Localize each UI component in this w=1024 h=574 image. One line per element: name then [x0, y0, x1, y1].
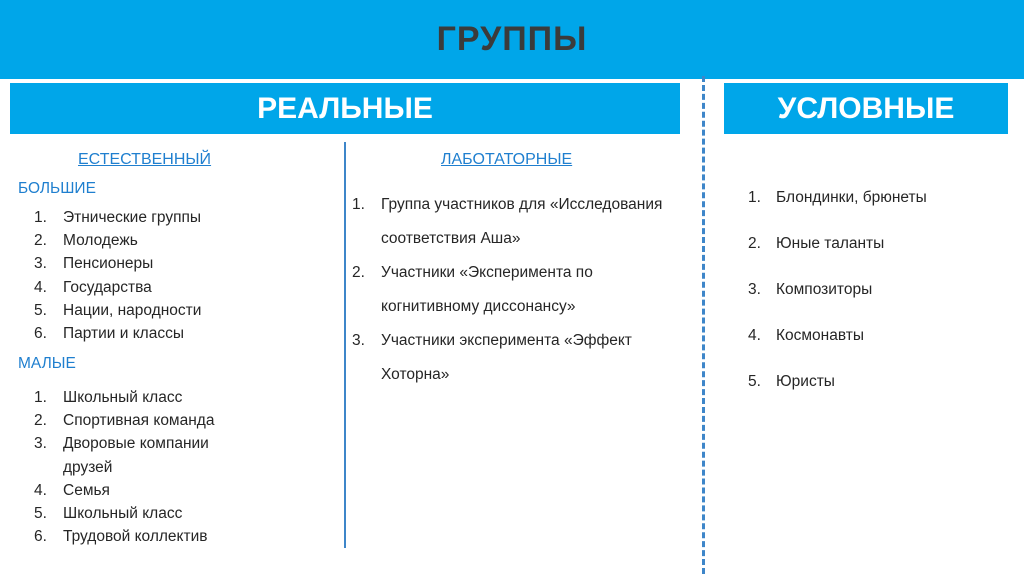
column-separator — [344, 142, 346, 548]
list-item: 2. Юные таланты — [748, 235, 885, 252]
list-item: 2. Участники «Эксперимента по когнитивному диссонансу» — [352, 264, 593, 315]
list-item: 3. Участники эксперимента «Эффект Хоторна» — [352, 332, 632, 383]
list-item: 6. Партии и классы — [34, 325, 184, 343]
real-groups-header: РЕАЛЬНЫЕ — [10, 83, 680, 134]
list-item: 4. Государства — [34, 278, 152, 296]
list-item: 4. Семья — [34, 481, 110, 499]
laboratory-heading: ЛАБОТАТОРНЫЕ — [441, 151, 573, 168]
page-title: ГРУППЫ — [436, 20, 588, 58]
list-item: 2. Молодежь — [34, 232, 138, 250]
list-item: 3. Пенсионеры — [34, 255, 154, 273]
list-item: 1. Школьный класс — [34, 389, 183, 406]
list-item: 3. Композиторы — [748, 281, 873, 298]
list-item: 6. Трудовой коллектив — [34, 528, 208, 546]
list-item: 1. Блондинки, брюнеты — [748, 189, 927, 206]
conditional-groups-header: УСЛОВНЫЕ — [724, 83, 1008, 134]
list-item: 3. Дворовые компании друзей — [34, 435, 209, 476]
natural-heading: ЕСТЕСТВЕННЫЙ — [78, 151, 212, 168]
list-item: 5. Школьный класс — [34, 505, 183, 523]
large-groups-list — [34, 206, 254, 345]
large-label: БОЛЬШИЕ — [18, 180, 96, 197]
list-item: 5. Юристы — [748, 373, 835, 390]
dashed-separator — [702, 76, 705, 574]
list-item: 4. Космонавты — [748, 327, 864, 344]
small-groups-list — [34, 386, 264, 548]
list-item: 1. Группа участников для «Исследования соответствия Аша» — [352, 196, 663, 247]
conditional-list — [748, 186, 998, 416]
list-item: 5. Нации, народности — [34, 301, 202, 319]
laboratory-list — [352, 188, 682, 392]
list-item: 2. Спортивная команда — [34, 412, 215, 430]
list-item: 1. Этнические группы — [34, 209, 202, 226]
title-bar — [0, 0, 1024, 79]
small-label: МАЛЫЕ — [18, 355, 76, 372]
